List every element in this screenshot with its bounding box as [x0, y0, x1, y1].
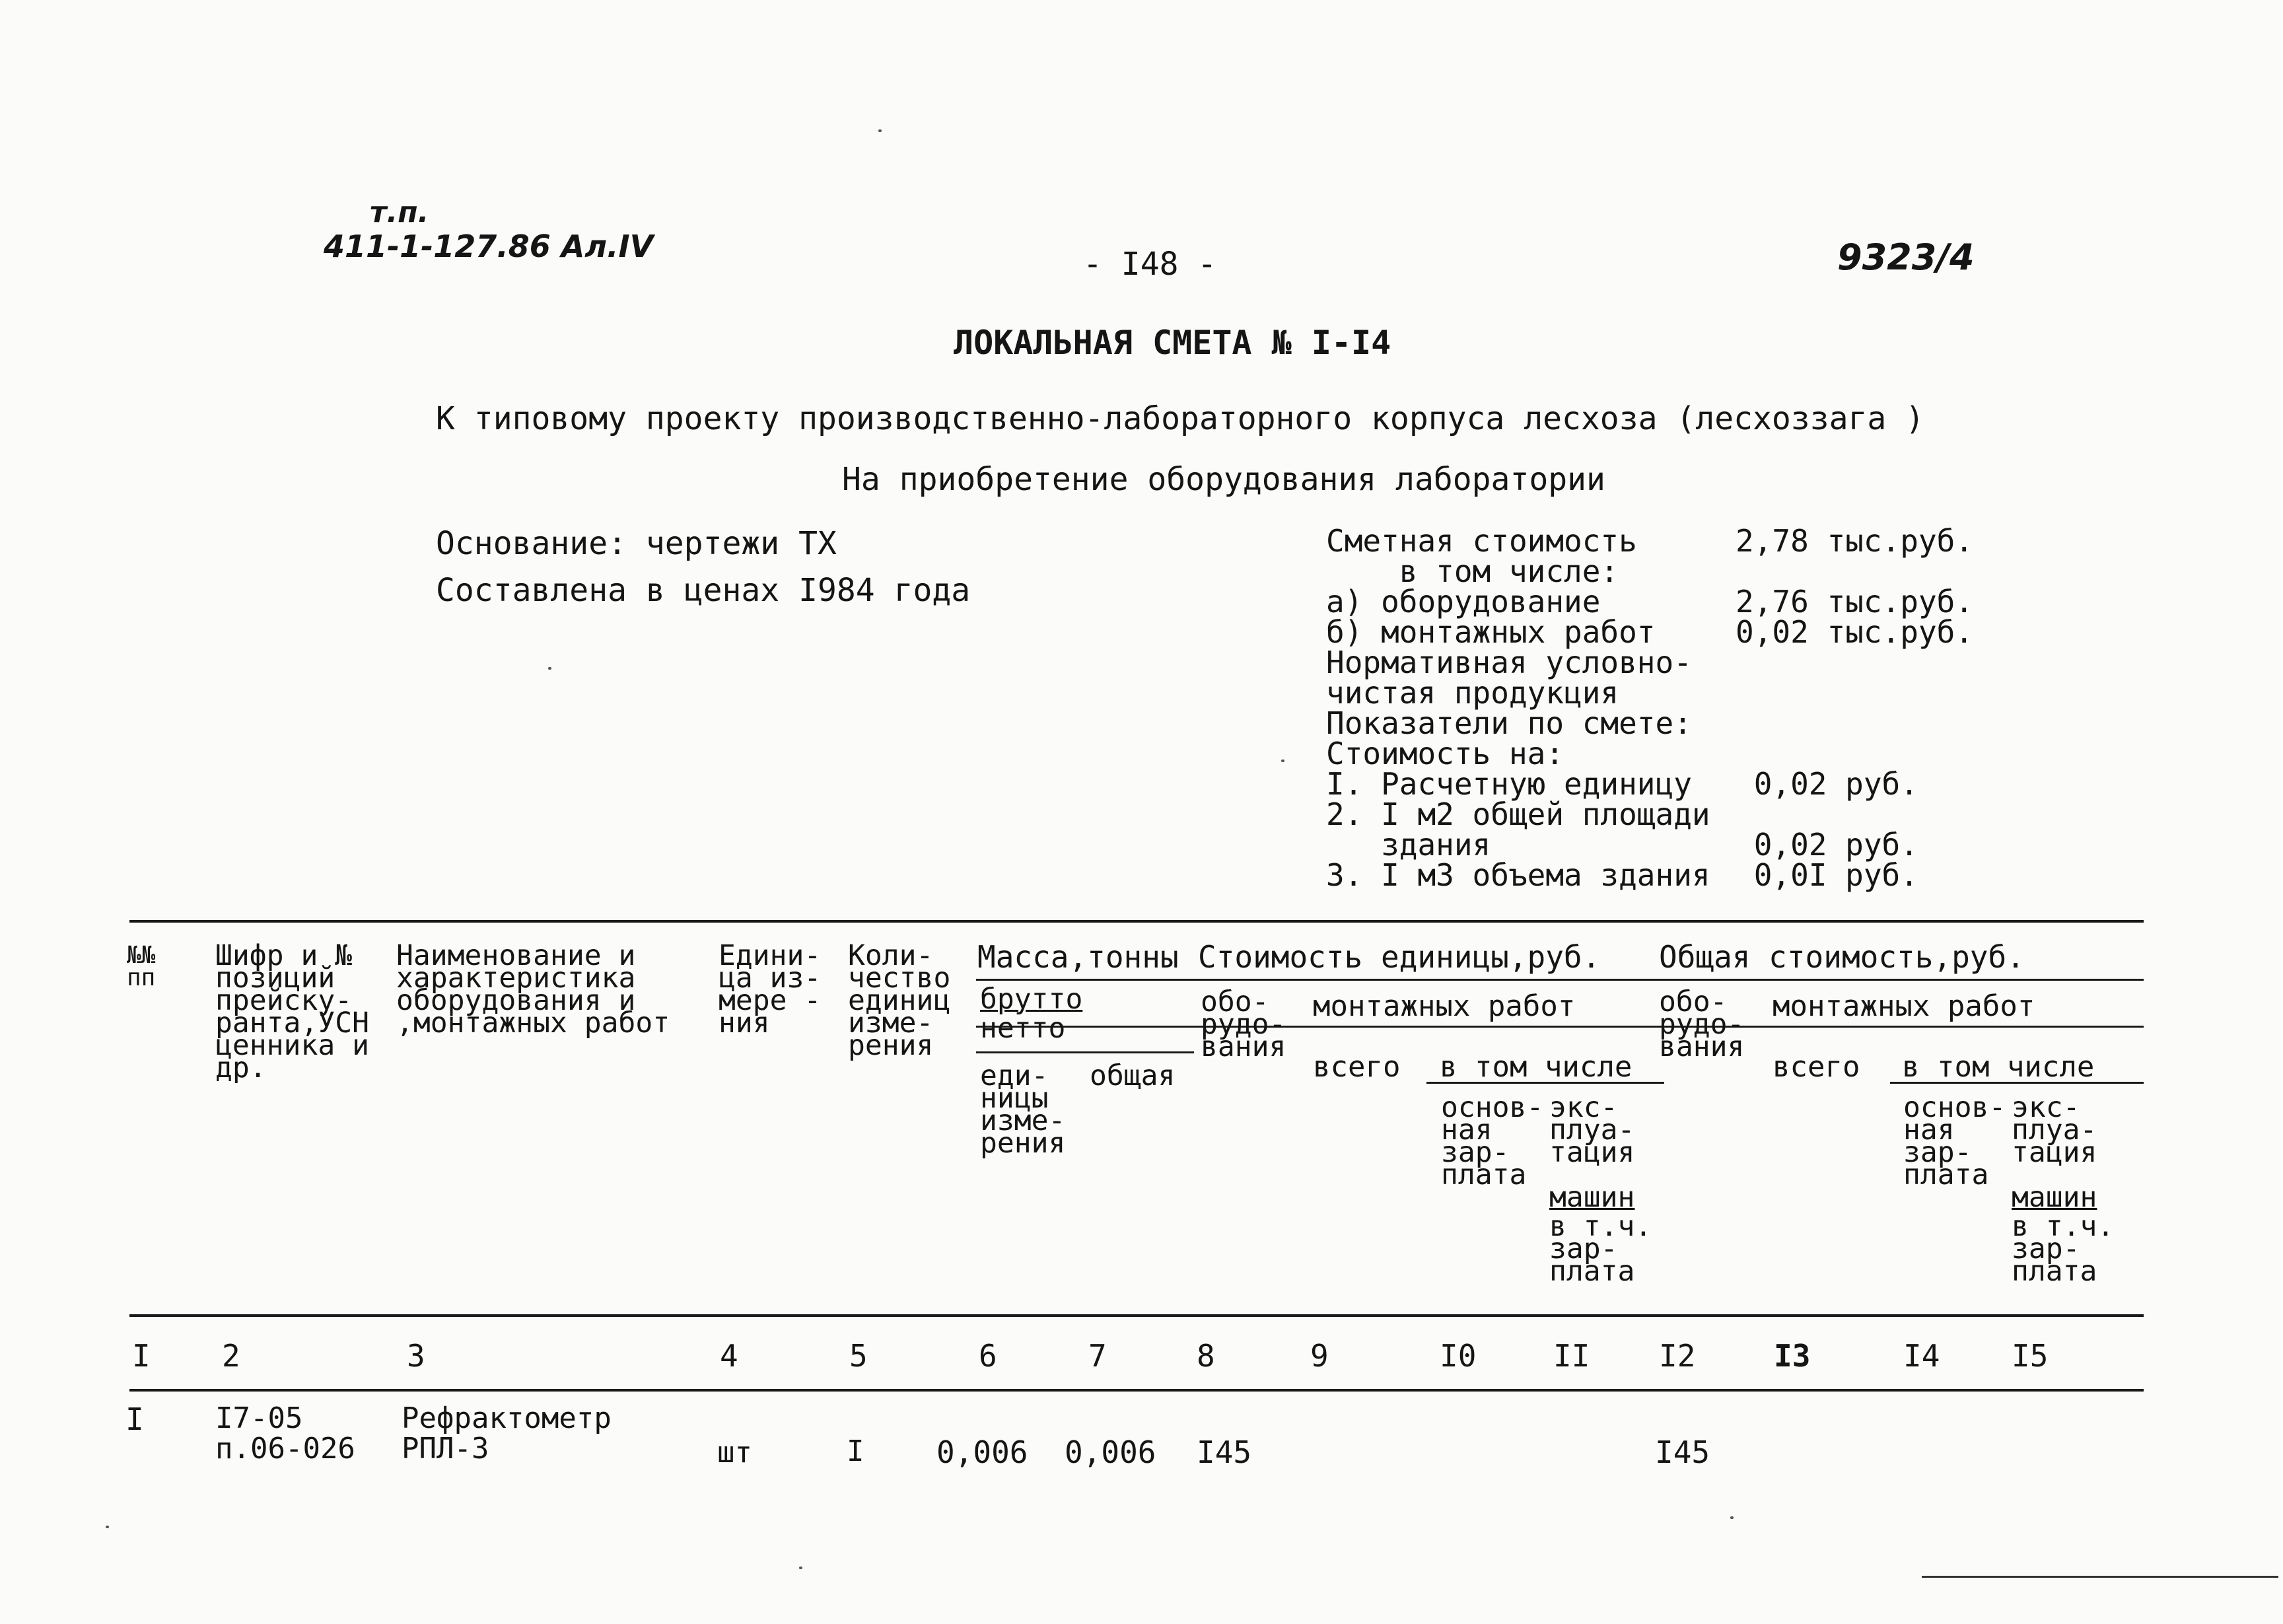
- header-unit-mount-total: всего: [1313, 1050, 1401, 1084]
- tp-label: т.п.: [370, 195, 429, 229]
- summary-row: [1326, 523, 1974, 559]
- row-equip-unit-cost: I45: [1197, 1434, 1252, 1470]
- header-netto: нетто: [980, 1012, 1066, 1045]
- header-total-cost: Общая стоимость,руб.: [1659, 939, 2025, 975]
- header-name: Наименование и характеристика оборудования и ,монтажных работ: [396, 939, 670, 1040]
- summary-label: 2. I м2 общей площади: [1326, 796, 1710, 832]
- summary-value: 0,0I руб.: [1736, 857, 1918, 893]
- column-number: I5: [2012, 1338, 2049, 1374]
- summary-label: в том числе:: [1326, 553, 1619, 589]
- row-equip-total-cost: I45: [1655, 1434, 1710, 1470]
- subject-line: На приобретение оборудования лаборатории: [842, 461, 1605, 498]
- album-code: 9323/4: [1837, 236, 1975, 278]
- basis-line: Основание: чертежи ТХ: [436, 525, 837, 562]
- header-mass-total: общая: [1090, 1059, 1176, 1092]
- column-number: 6: [979, 1338, 997, 1374]
- header-total-mount-total: всего: [1773, 1050, 1860, 1084]
- summary-label: 3. I м3 объема здания: [1326, 857, 1710, 893]
- column-number: 8: [1197, 1338, 1215, 1374]
- summary-row: [1326, 766, 1973, 802]
- numbers-bottom-rule: [129, 1389, 2144, 1392]
- summary-row: [1326, 553, 1973, 589]
- summary-value: 2,78 тыс.руб.: [1736, 523, 1974, 559]
- summary-row: [1326, 614, 1974, 650]
- summary-label: здания: [1326, 827, 1491, 863]
- summary-row: [1326, 857, 1973, 893]
- summary-label: чистая продукция: [1326, 675, 1619, 711]
- header-bottom-rule: [129, 1314, 2144, 1317]
- header-unit-wage: основ- ная зар- плата: [1441, 1091, 1544, 1191]
- scan-speck: [1281, 759, 1284, 762]
- scan-speck: [878, 129, 882, 132]
- row-unit: шт: [717, 1436, 752, 1469]
- summary-value: 2,76 тыс.руб.: [1736, 584, 1974, 619]
- header-unit-machines-wage: в т.ч. зар- плата: [1549, 1210, 1652, 1288]
- header-total-machines: экс- плуа- тация: [2012, 1091, 2097, 1169]
- scan-speck: [106, 1526, 109, 1528]
- scan-artifact-line: [1922, 1576, 2278, 1578]
- summary-row: [1326, 705, 1973, 741]
- summary-row: [1326, 586, 1973, 617]
- column-number: I3: [1774, 1338, 1811, 1374]
- summary-label: I. Расчетную единицу: [1326, 766, 1692, 802]
- header-mass-unit: еди- ницы изме- рения: [980, 1059, 1066, 1160]
- header-unit-machines: экс- плуа- тация: [1549, 1091, 1635, 1169]
- page-number: - I48 -: [1083, 246, 1217, 283]
- summary-row: [1326, 827, 1973, 863]
- scan-speck: [1730, 1516, 1734, 1519]
- page-title: ЛОКАЛЬНАЯ СМЕТА № I-I4: [954, 324, 1391, 362]
- column-number: 2: [222, 1338, 240, 1374]
- summary-label: а) оборудование: [1326, 584, 1601, 619]
- project-code: 411-1-127.86 Ал.IV: [324, 229, 654, 264]
- row-code-line2: п.06-026: [215, 1432, 355, 1465]
- column-number: 5: [849, 1338, 868, 1374]
- row-mass-total: 0,006: [1065, 1434, 1156, 1470]
- summary-value: 0,02 руб.: [1736, 827, 1918, 863]
- header-unit-incl: в том числе: [1440, 1050, 1633, 1084]
- summary-label: Показатели по смете:: [1326, 705, 1692, 741]
- header-rownum: №№ пп: [127, 942, 156, 991]
- header-total-mount: монтажных работ: [1773, 989, 2035, 1023]
- header-total-incl: в том числе: [1902, 1050, 2095, 1084]
- header-unit-machines-label: машин: [1549, 1181, 1635, 1214]
- summary-row: [1326, 675, 1973, 711]
- row-name-line2: РПЛ-3: [402, 1432, 489, 1465]
- summary-row: [1326, 796, 1973, 832]
- column-number: 3: [407, 1338, 425, 1374]
- scan-speck: [548, 667, 551, 670]
- summary-label: Стоимость на:: [1326, 736, 1564, 771]
- row-number: I: [125, 1401, 144, 1437]
- column-number: II: [1553, 1338, 1590, 1374]
- header-unit-mount: монтажных работ: [1313, 989, 1576, 1023]
- table-top-rule: [129, 920, 2144, 923]
- header-total-equip: обо- рудо- вания: [1659, 985, 1745, 1063]
- header-total-machines-wage: в т.ч. зар- плата: [2012, 1210, 2115, 1288]
- summary-value: 0,02 руб.: [1736, 766, 1918, 802]
- row-code-line1: I7-05: [215, 1401, 303, 1435]
- column-number: I: [132, 1338, 151, 1374]
- row-mass-unit: 0,006: [936, 1434, 1028, 1470]
- subtitle: К типовому проекту производственно-лабораторного корпуса лесхоза (лесхоззага ): [436, 400, 1925, 437]
- header-code: Шифр и № позиций прейску- ранта,УСН ценника и др.: [215, 939, 369, 1084]
- column-number: I0: [1440, 1338, 1477, 1374]
- header-unit: Едини- ца из- мере - ния: [719, 939, 822, 1040]
- subheader-rule: [976, 1026, 2144, 1028]
- scan-speck: [799, 1567, 802, 1569]
- cost-summary: [1326, 523, 1974, 893]
- column-number: I4: [1903, 1338, 1940, 1374]
- column-number: 7: [1088, 1338, 1107, 1374]
- mass-subheader-rule: [976, 1051, 1194, 1053]
- subheader-rule: [976, 979, 2144, 981]
- header-brutto: брутто: [980, 983, 1083, 1016]
- header-mass: Масса,тонны: [977, 939, 1179, 975]
- header-total-machines-label: машин: [2012, 1181, 2097, 1214]
- summary-row: [1326, 647, 1973, 678]
- column-number: I2: [1659, 1338, 1696, 1374]
- row-qty: I: [847, 1434, 864, 1468]
- column-number: 4: [720, 1338, 738, 1374]
- summary-row: [1326, 738, 1973, 769]
- row-name-line1: Рефрактометр: [402, 1401, 612, 1435]
- header-qty: Коли- чество единиц изме- рения: [848, 939, 951, 1062]
- header-total-wage: основ- ная зар- плата: [1903, 1091, 2006, 1191]
- summary-value: 0,02 тыс.руб.: [1736, 614, 1974, 650]
- column-number: 9: [1310, 1338, 1329, 1374]
- summary-label: Нормативная условно-: [1326, 645, 1692, 680]
- header-unit-cost: Стоимость единицы,руб.: [1198, 939, 1601, 975]
- header-unit-equip: обо- рудо- вания: [1201, 985, 1286, 1063]
- prices-line: Составлена в ценах I984 года: [436, 572, 971, 609]
- summary-label: Сметная стоимость: [1326, 523, 1637, 559]
- summary-label: б) монтажных работ: [1326, 614, 1656, 650]
